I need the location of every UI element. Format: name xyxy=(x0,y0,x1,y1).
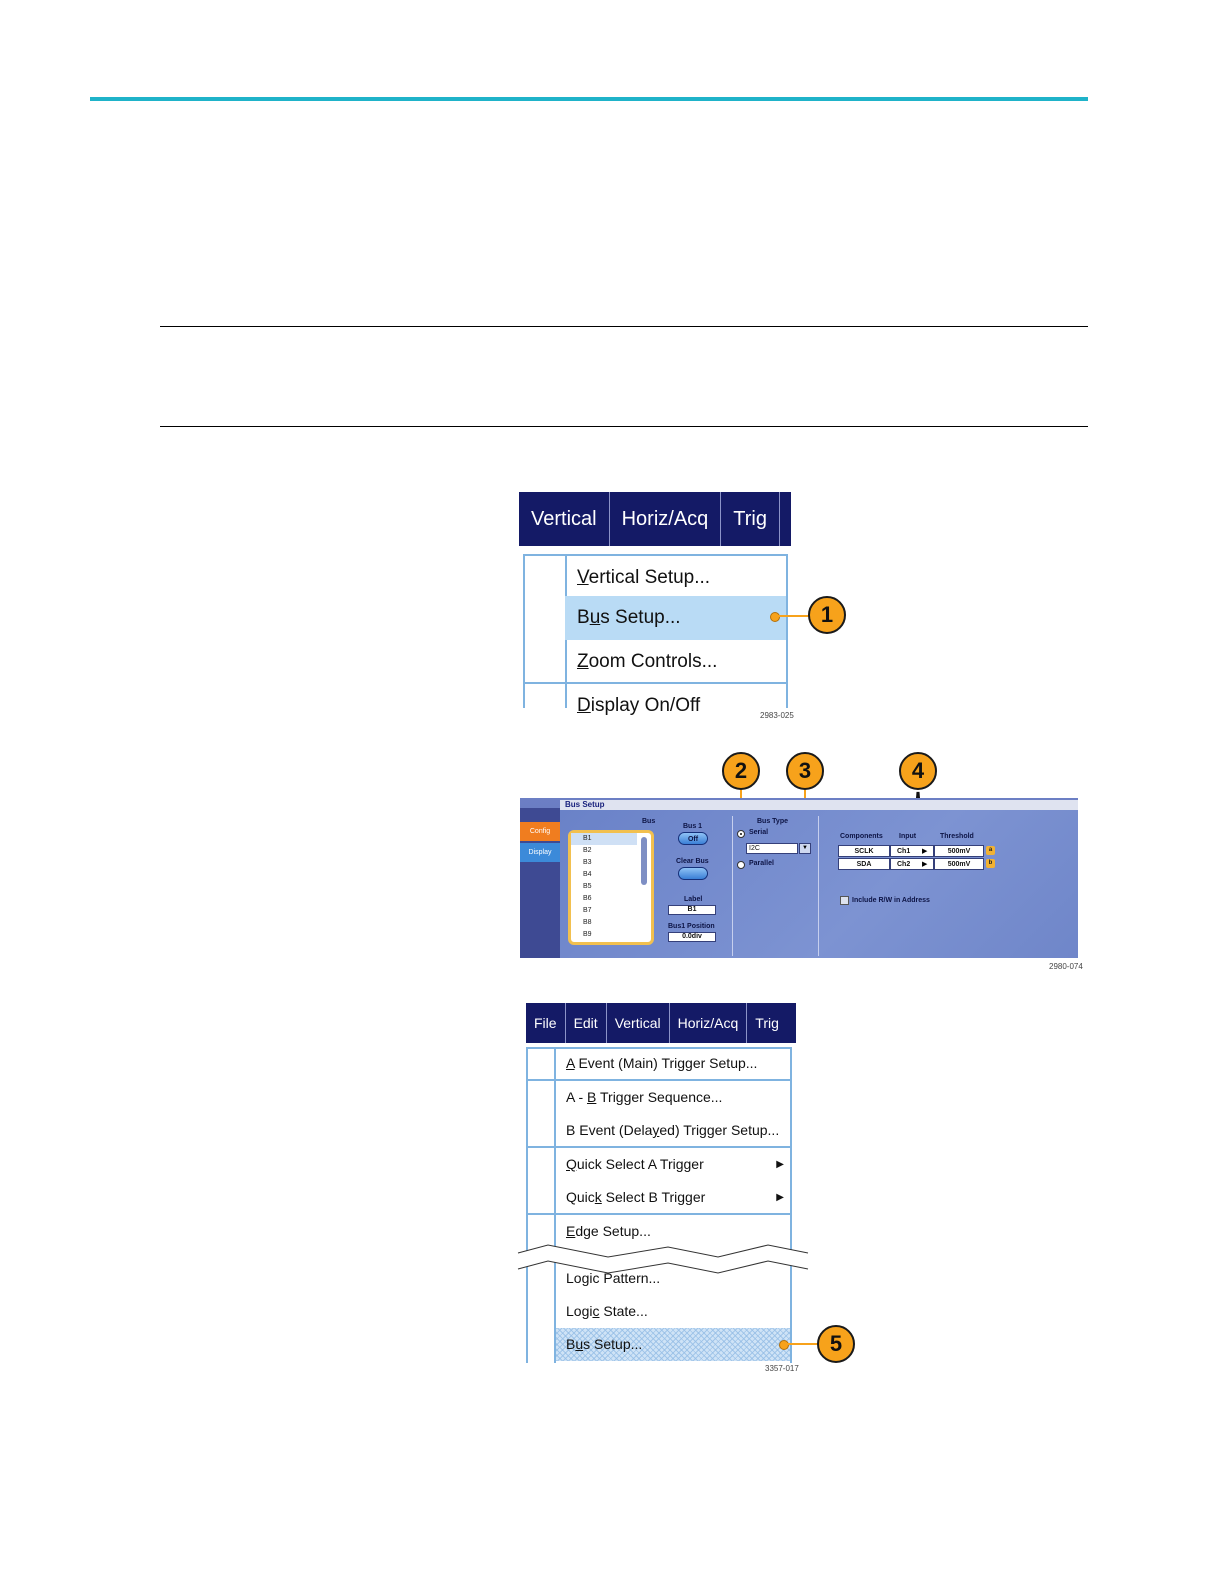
menu-horiz-acq[interactable]: Horiz/Acq xyxy=(610,492,722,546)
menu-item-logic-state[interactable] xyxy=(556,1295,790,1328)
menu-item-quick-select-b[interactable] xyxy=(556,1181,790,1214)
serial-type-select[interactable]: I2C xyxy=(746,843,798,854)
item-text: s Setup... xyxy=(600,607,681,628)
bus1-label: Bus 1 xyxy=(683,823,703,830)
callout-1-anchor xyxy=(770,612,780,622)
clear-bus-button[interactable] xyxy=(678,867,708,880)
list-item[interactable]: B2 xyxy=(583,847,592,854)
item-accelerator: k xyxy=(594,1189,602,1205)
menu-trig[interactable]: Trig xyxy=(721,492,780,546)
item-text: State... xyxy=(599,1303,648,1319)
list-item[interactable]: B7 xyxy=(583,907,592,914)
callout-5-anchor xyxy=(779,1340,789,1350)
divider xyxy=(732,816,733,956)
item-accelerator: c xyxy=(592,1303,600,1319)
menu-truncated[interactable]: I xyxy=(792,508,798,530)
item-text: ertical Setup... xyxy=(588,567,711,588)
menu-bar xyxy=(519,492,798,546)
menu-gutter xyxy=(523,554,567,708)
include-rw-checkbox[interactable] xyxy=(840,896,849,905)
callout-2: 2 xyxy=(722,752,760,790)
callout-5: 5 xyxy=(817,1325,855,1363)
serial-label: Serial xyxy=(749,829,769,836)
figure-code: 3357-017 xyxy=(765,1364,799,1373)
item-text: dge Setup... xyxy=(575,1223,651,1239)
item-accelerator: u xyxy=(589,607,601,628)
callout-1-leader xyxy=(776,615,810,617)
play-icon: ▶ xyxy=(922,848,928,855)
list-item[interactable]: B1 xyxy=(571,833,637,845)
callout-1: 1 xyxy=(808,596,846,634)
label-caption: Label xyxy=(684,896,703,903)
bus-setup-panel-screenshot xyxy=(520,798,1078,958)
menu-item-display-on-off[interactable] xyxy=(565,684,786,728)
column-components: Components xyxy=(840,833,883,840)
menu-bar xyxy=(526,1003,796,1043)
item-text: uick Select A Trigger xyxy=(576,1156,704,1172)
menu-item-ab-trigger-sequence[interactable] xyxy=(556,1081,790,1114)
item-text: ic Pattern... xyxy=(589,1270,661,1286)
submenu-arrow-icon: ▶ xyxy=(776,1159,784,1170)
panel-titlebar xyxy=(560,800,1078,810)
trig-menu-screenshot xyxy=(526,1003,806,1363)
menu-vertical[interactable]: Vertical xyxy=(607,1003,670,1043)
menu-item-bus-setup[interactable] xyxy=(565,596,786,640)
figure-code: 2980-074 xyxy=(1049,962,1083,971)
menu-item-b-event-setup[interactable] xyxy=(556,1114,790,1147)
parallel-radio[interactable] xyxy=(737,861,745,869)
column-input: Input xyxy=(899,833,917,840)
tab-display[interactable]: Display xyxy=(520,843,560,862)
list-scrollbar[interactable] xyxy=(641,837,647,885)
list-item[interactable]: B5 xyxy=(583,883,592,890)
list-item[interactable]: B3 xyxy=(583,859,592,866)
include-rw-label: Include R/W in Address xyxy=(852,897,930,904)
tab-config[interactable]: Config xyxy=(520,822,560,841)
bus1-toggle-button[interactable]: Off xyxy=(678,832,708,845)
panel-title: Bus Setup xyxy=(565,800,605,809)
item-text: Select B Trigger xyxy=(601,1189,706,1205)
item-text: Trigger Sequence... xyxy=(596,1089,723,1105)
item-accelerator: y xyxy=(652,1122,660,1138)
item-accelerator: Z xyxy=(577,651,589,672)
component-cell: SDA xyxy=(838,858,890,870)
item-text: B xyxy=(566,1336,576,1352)
menu-edit[interactable]: Edit xyxy=(566,1003,607,1043)
item-accelerator: E xyxy=(566,1223,576,1239)
menu-item-logic-pattern[interactable] xyxy=(556,1262,790,1295)
list-item[interactable]: B6 xyxy=(583,895,592,902)
play-icon: ▶ xyxy=(922,861,928,868)
threshold-cell[interactable]: 500mV xyxy=(934,845,984,857)
input-cell[interactable]: Ch2 xyxy=(890,858,934,870)
table-bottom-rule xyxy=(160,426,1088,427)
list-item[interactable]: B9 xyxy=(583,931,592,938)
divider xyxy=(818,816,819,956)
menu-file[interactable]: File xyxy=(526,1003,566,1043)
label-field[interactable]: B1 xyxy=(668,905,716,915)
threshold-tag: a xyxy=(986,846,995,855)
header-rule xyxy=(90,97,1088,101)
menu-item-bus-setup[interactable] xyxy=(556,1328,790,1361)
component-cell: SCLK xyxy=(838,845,890,857)
item-accelerator: u xyxy=(575,1336,584,1352)
threshold-cell[interactable]: 500mV xyxy=(934,858,984,870)
submenu-arrow-icon: ▶ xyxy=(776,1192,784,1203)
position-caption: Bus1 Position xyxy=(668,923,715,930)
bus-header: Bus xyxy=(642,818,656,825)
column-threshold: Threshold xyxy=(940,833,974,840)
clear-bus-label: Clear Bus xyxy=(676,858,709,865)
item-text: ed) Trigger Setup... xyxy=(659,1122,780,1138)
parallel-label: Parallel xyxy=(749,860,774,867)
table-top-rule xyxy=(160,326,1088,327)
item-text: A - xyxy=(566,1089,588,1105)
threshold-tag: b xyxy=(986,859,995,868)
bus-position-field[interactable]: 0.0div xyxy=(668,932,716,942)
item-text: B xyxy=(577,607,590,628)
item-text: Logi xyxy=(566,1303,593,1319)
item-text: isplay On/Off xyxy=(590,695,701,716)
bus-list[interactable] xyxy=(568,830,654,945)
item-text: s Setup... xyxy=(583,1336,643,1352)
panel-content xyxy=(560,810,1078,958)
input-cell[interactable]: Ch1 xyxy=(890,845,934,857)
item-accelerator: A xyxy=(566,1055,575,1071)
callout-5-leader xyxy=(785,1343,819,1345)
bus-type-header: Bus Type xyxy=(757,818,788,825)
item-text: Event (Main) Trigger Setup... xyxy=(574,1055,758,1071)
item-accelerator: D xyxy=(577,695,591,716)
menu-item-zoom-controls[interactable] xyxy=(565,640,786,684)
menu-item-quick-select-a[interactable] xyxy=(556,1148,790,1181)
serial-radio[interactable] xyxy=(737,830,745,838)
item-accelerator: g xyxy=(581,1270,590,1286)
item-text: Quic xyxy=(566,1189,595,1205)
item-accelerator: Q xyxy=(566,1156,577,1172)
item-text: Lo xyxy=(566,1270,582,1286)
menu-item-vertical-setup[interactable] xyxy=(565,556,786,600)
menu-horiz-acq[interactable]: Horiz/Acq xyxy=(670,1003,748,1043)
item-text: oom Controls... xyxy=(588,651,718,672)
callout-3: 3 xyxy=(786,752,824,790)
menu-trig[interactable]: Trig xyxy=(755,1015,779,1031)
figure-code: 2983-025 xyxy=(760,711,794,720)
item-accelerator: V xyxy=(577,567,589,588)
callout-4: 4 xyxy=(899,752,937,790)
item-accelerator: B xyxy=(587,1089,597,1105)
menu-item-a-event-setup[interactable] xyxy=(556,1047,790,1080)
chevron-down-icon[interactable]: ▼ xyxy=(799,843,811,854)
list-item[interactable]: B8 xyxy=(583,919,592,926)
list-item[interactable]: B4 xyxy=(583,871,592,878)
item-text: B Event (Dela xyxy=(566,1122,653,1138)
menu-vertical[interactable]: Vertical xyxy=(519,492,610,546)
